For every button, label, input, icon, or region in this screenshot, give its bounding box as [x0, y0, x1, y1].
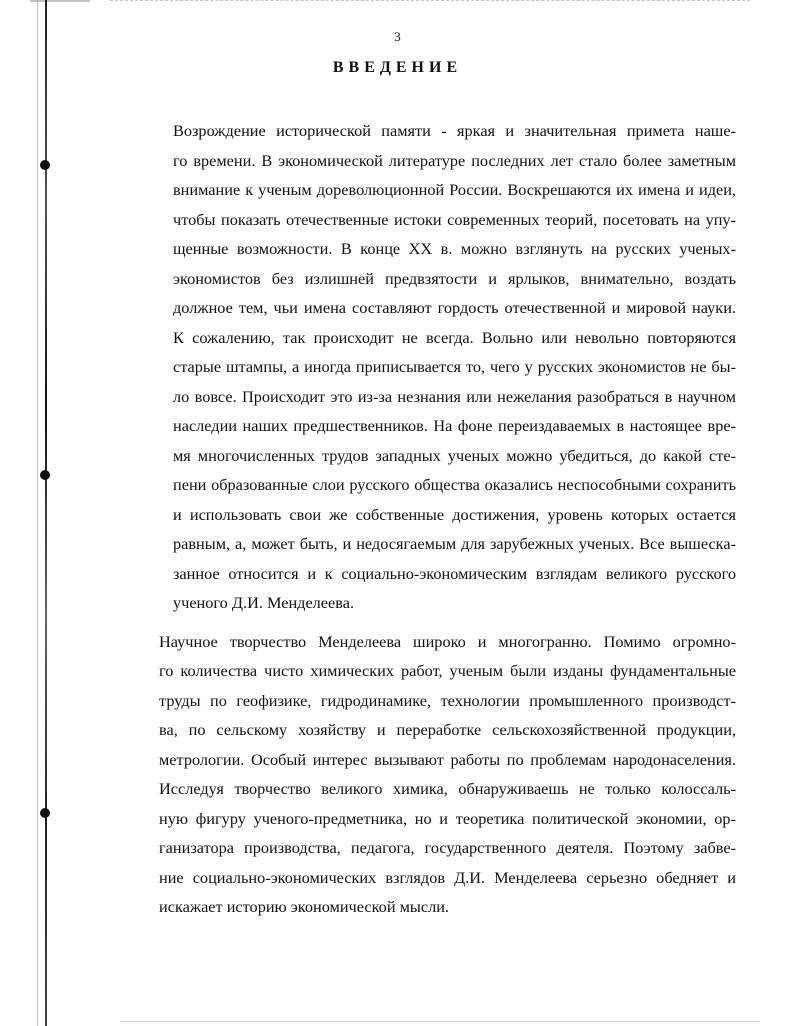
- text-line: занное относится и к социально-экономическим взглядам великого русского: [173, 563, 736, 583]
- text-line: наследии наших предшественников. На фоне переиздаваемых в настоящее вре-: [173, 416, 736, 435]
- scan-artifact-bottom: [120, 1021, 760, 1024]
- text-line: ва, по сельскому хозяйству и переработке сельскохозяйственной продукции,: [159, 720, 736, 739]
- section-heading: ВВЕДЕНИЕ: [332, 59, 463, 76]
- binding-hole-mark: [40, 160, 50, 170]
- text-line: внимание к ученым дореволюционной России. Воскрешаются их имена и идеи,: [173, 180, 736, 199]
- text-line: равным, а, может быть, и недосягаемым для зарубежных ученых. Все вышеска-: [173, 534, 736, 553]
- text-line: ную фигуру ученого-предметника, но и теоретика политической экономии, ор-: [159, 808, 736, 828]
- text-line: и использовать свои же собственные достижения, уровень которых остается: [173, 504, 736, 524]
- paragraph-2: [127, 627, 736, 922]
- paragraph-1: [127, 116, 736, 618]
- binding-shadow-line: [37, 0, 38, 1026]
- text-line: Исследуя творчество великого химика, обнаруживаешь не только колоссаль-: [159, 779, 736, 798]
- text-line: ганизатора производства, педагога, государственного деятеля. Поэтому забве-: [159, 838, 736, 857]
- page-number: 3: [394, 29, 401, 44]
- binding-hole-mark: [40, 808, 50, 818]
- text-line: го времени. В экономической литературе последних лет стало более заметным: [173, 150, 736, 170]
- binding-hole-mark: [40, 470, 50, 480]
- text-line: щенные возможности. В конце XX в. можно взглянуть на русских ученых-: [173, 239, 736, 258]
- text-line: ло вовсе. Происходит это из-за незнания или нежелания разобраться в научном: [173, 386, 736, 406]
- text-line: ние социально-экономических взглядов Д.И. Менделеева серьезно обедняет и: [159, 867, 736, 887]
- text-line: старые штампы, а иногда приписывается то, чего у русских экономистов не бы-: [173, 357, 736, 376]
- text-line: ученого Д.И. Менделеева.: [173, 593, 355, 612]
- text-line: искажает историю экономической мысли.: [159, 897, 449, 916]
- text-line: мя многочисленных трудов западных ученых можно убедиться, до какой сте-: [173, 445, 736, 465]
- text-line: экономистов без излишней предвзятости и ярлыков, внимательно, воздать: [173, 268, 736, 288]
- text-line: должное тем, чьи имена составляют гордость отечественной и мировой науки.: [173, 298, 736, 317]
- text-line: пени образованные слои русского общества оказались неспособными сохранить: [173, 475, 736, 494]
- text-line: чтобы показать отечественные истоки современных теорий, посетовать на упу-: [173, 209, 736, 229]
- text-line: метрологии. Особый интерес вызывают работы по проблемам народонаселения.: [159, 749, 736, 769]
- scan-artifact-top: [110, 0, 750, 4]
- text-line: К сожалению, так происходит не всегда. Вольно или невольно повторяются: [173, 327, 736, 347]
- binding-line: [45, 0, 47, 1026]
- body-text: [127, 116, 736, 922]
- text-line: Научное творчество Менделеева широко и многогранно. Помимо огромно-: [159, 631, 736, 651]
- text-line: труды по геофизике, гидродинамике, технологии промышленного производст-: [159, 690, 736, 710]
- text-line: Возрождение исторической памяти - яркая и значительная примета наше-: [173, 121, 736, 140]
- binding-edge: [36, 0, 50, 1026]
- text-line: го количества чисто химических работ, ученым были изданы фундаментальные: [159, 661, 736, 680]
